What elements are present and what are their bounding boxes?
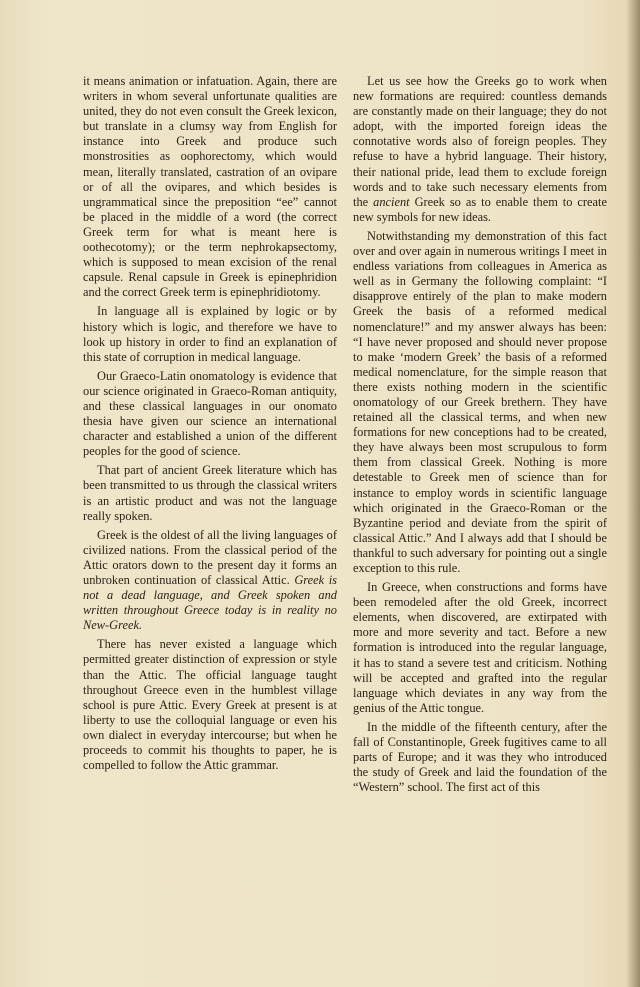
paragraph-text: Greek so as to enable them to create new symbols for new ideas. xyxy=(353,194,607,224)
paragraph: In the middle of the fifteenth century, after the fall of Constantinople, Greek fugitives came to all parts of Europe; and it was they who introduced the study of Greek and laid the foundation of the “Western” school. The first act of this xyxy=(353,719,607,795)
paragraph xyxy=(353,74,607,225)
paragraph: There has never existed a language which permitted greater distinction of expression or style than the Attic. The official language taught throughout Greece even in the humblest village school is pure Attic. Every Greek at present is at liberty to use the colloquial language or even his own dialect in everyday intercourse; but when he proceeds to commit his thoughts to paper, he is compelled to follow the Attic grammar. xyxy=(83,637,337,773)
paragraph: Notwithstanding my demonstration of this fact over and over again in numerous writings I meet in endless variations from colleagues in America as well as in Germany the following complaint: “I disapprove entirely of the plan to make modern Greek the basis of a reformed medical nomenclature!” and my answer always has been: “I have never proposed and should never propose to make ‘modern Greek’ the basis of a reformed medical nomenclature, for the simple reason that there exists nothing modern in the scientific onomatology of our Greek brethern. They have retained all the classical terms, and when new formations for new conceptions had to be created, they have always been most scrupulous to form them from classical Greek. Nothing is more detestable to Greek men of science than for instance to employ words in scientific language which originated in the Graeco-Roman or the Byzantine period and deviate from the spirit of classical Attic.” And I always add that I should be thankful to such adversary for pointing out a single exception to this rule. xyxy=(353,228,607,575)
right-column xyxy=(353,74,607,799)
paragraph-text: Let us see how the Greeks go to work when new formations are required: countless demands are constantly made on their language; they do not adopt, with the imported foreign ideas the connotative words also of foreign peoples. They refuse to have a hybrid language. Their history, their national pride, lead them to exclude foreign words and to take such necessary elements from the xyxy=(353,74,607,209)
paragraph xyxy=(83,528,337,634)
paragraph: That part of ancient Greek literature which has been transmitted to us through the classical writers is an artistic product and was not the language really spoken. xyxy=(83,463,337,523)
italic-emphasis: Greek is not a dead language, and Greek spoken and written throughout Greece today is in reality no New-Greek. xyxy=(83,573,338,633)
paragraph: In language all is explained by logic or by history which is logic, and therefore we have to look up history in order to find an explanation of this state of corruption in medical language. xyxy=(83,304,337,364)
paragraph: Our Graeco-Latin onomatology is evidence that our science originated in Graeco-Roman antiquity, and these classical languages in our onomato thesia have given our science an international character and established a union of the different peoples for the good of science. xyxy=(83,368,337,459)
italic-word: ancient xyxy=(373,194,410,209)
left-column xyxy=(83,74,337,777)
paragraph-text: Greek is the oldest of all the living languages of civilized nations. From the classical period of the Attic orators down to the present day it forms an unbroken continuation of classical Attic. xyxy=(83,527,337,587)
paragraph: In Greece, when constructions and forms have been remodeled after the old Greek, incorrect elements, when discovered, are extirpated with more and more severity and tact. Before a new formation is introduced into the regular language, it has to stand a severe test and criticism. Nothing will be accepted and grafted into the regular language which deviates in any way from the genius of the Attic tongue. xyxy=(353,580,607,715)
page-edge-shadow xyxy=(626,0,640,987)
paragraph: it means animation or infatuation. Again, there are writers in whom several unfortunate qualities are united, they do not even consult the Greek lexicon, but translate in a clumsy way from English for instance into Greek and produce such monstrosities as oophorectomy, which would mean, literally translated, castration of an ovipare or of all the ovipares, and which besides is ungrammatical since the preposition “ee” cannot be placed in the middle of a word (the correct Greek term for what is meant here is oothecotomy); or the term nephrokapsectomy, which is supposed to mean excision of the renal capsule. Renal capsule in Greek is epinephridion and the correct Greek term is epinephridiotomy. xyxy=(83,74,337,300)
